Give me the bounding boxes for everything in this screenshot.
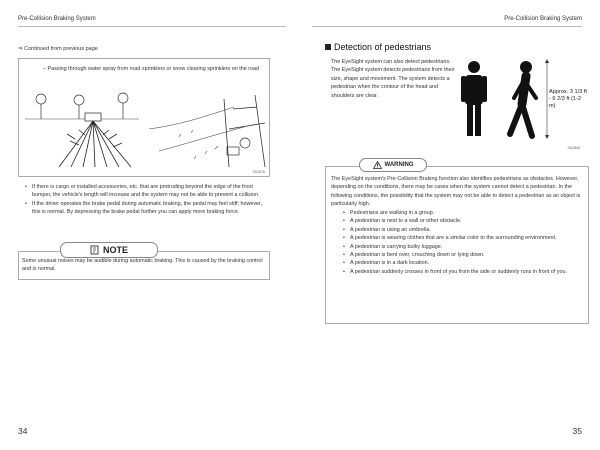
warning-bullet-item: • A pedestrian is wearing clothes that are a similar color to the surrounding environment. — [342, 234, 585, 242]
warning-bullet-list — [342, 209, 585, 276]
continued-label: ⇒ Continued from previous page — [18, 46, 98, 52]
warning-label-badge — [359, 158, 427, 172]
warning-bullet-item: • A pedestrian is using an umbrella. — [342, 226, 585, 234]
note-icon — [90, 245, 99, 255]
figure-code-left: SA1878 — [252, 170, 265, 174]
section-square-icon — [325, 44, 331, 50]
section-title: Detection of pedestrians — [334, 42, 432, 52]
height-label: Approx. 3 1/3 ft - 6 2/3 ft (1-2 m) — [549, 89, 589, 110]
right-header-title: Pre-Collision Braking System — [504, 16, 582, 22]
right-page-number: 35 — [572, 426, 582, 436]
warning-label: WARNING — [384, 162, 414, 168]
note-label: NOTE — [102, 245, 128, 255]
warning-intro: The EyeSight system's Pre-Collision Braking function also identifies pedestrians as obstacles. However, depending on the conditions, there may be cases when the system cannot detect a pedestrian. In the following conditions, the possibility that the system may not be able to detect a pedestrian as an object is particularly high. — [331, 176, 581, 208]
warning-bullet-item: • A pedestrian is carrying bulky luggage. — [342, 243, 585, 251]
warning-bullet-item: • A pedestrian is in a dark location. — [342, 259, 585, 267]
left-header-rule — [18, 26, 286, 27]
left-bullet-list — [24, 183, 264, 217]
dash-item: – Passing through water spray from road sprinklers or snow clearing sprinklers on the road — [43, 66, 260, 72]
left-page-number: 34 — [18, 426, 28, 436]
warning-bullet-item: • A pedestrian is next to a wall or other obstacle. — [342, 217, 585, 225]
left-bullet-item: • If the driver operates the brake pedal during automatic braking, the pedal may feel stiff; however, this is normal. By depressing the brake pedal further you can apply more braking force. — [24, 200, 264, 217]
warning-box — [325, 166, 589, 324]
pedestrian-figure — [460, 58, 556, 140]
figure-code-right: SA1846 — [567, 146, 580, 150]
sprinkler-figure-box — [18, 58, 270, 177]
note-label-badge — [60, 242, 158, 258]
warning-bullet-item: • A pedestrian is bent over, crouching down or lying down. — [342, 251, 585, 259]
sprinkler-illustration — [19, 89, 269, 169]
section-title-row — [325, 42, 431, 52]
pedestrian-intro: The EyeSight system can also detect pedestrians. The EyeSight system detects pedestrians from their size, shape and movement. The system detects a pedestrian when the contour of the head and shoulders are clear. — [331, 59, 455, 99]
left-header-title: Pre-Collision Braking System — [18, 16, 96, 22]
left-bullet-item: • If there is cargo or installed accessories, etc. that are protruding beyond the edge of the front bumper, the vehicle's length will increase and the system may not be able to prevent a collision. — [24, 183, 264, 200]
warning-triangle-icon — [373, 161, 382, 169]
note-text: Some unusual noises may be audible during automatic braking. This is caused by the braking control and is normal. — [22, 258, 263, 273]
warning-bullet-item: • Pedestrians are walking in a group. — [342, 209, 585, 217]
right-header-rule — [312, 26, 582, 27]
warning-bullet-item: • A pedestrian suddenly crosses in front of you from the side or suddenly runs in front of you. — [342, 268, 585, 276]
